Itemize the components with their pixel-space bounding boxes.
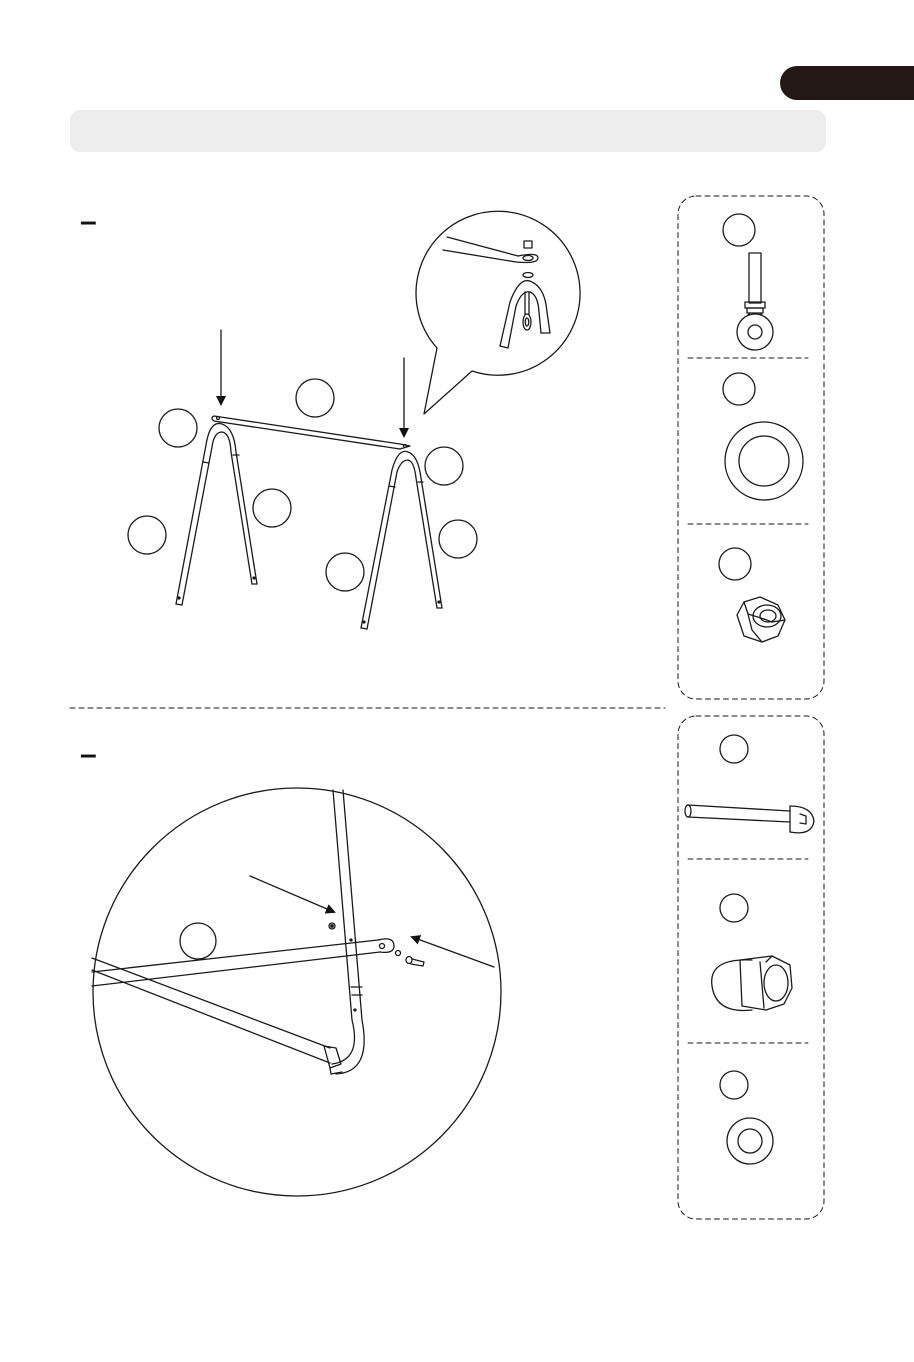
small-washer-icon (727, 1118, 773, 1164)
hardware-panel-2 (678, 716, 824, 1219)
part-callout (296, 379, 334, 417)
lock-nut-icon (737, 597, 785, 642)
top-crossbar (212, 416, 410, 449)
cap-nut-icon (712, 956, 792, 1011)
left-a-frame (176, 423, 257, 605)
step-2-marker: – (80, 738, 97, 771)
detail-zoom-bubble (416, 211, 580, 414)
part-callout (720, 735, 748, 763)
step-1-illustration (128, 211, 580, 629)
part-callout (439, 520, 477, 558)
part-callout (425, 447, 463, 485)
part-callout (720, 1071, 748, 1099)
part-callout (253, 489, 291, 527)
eye-bolt-icon (737, 253, 773, 350)
step-1-marker: – (80, 205, 97, 238)
flat-washer-icon (725, 422, 803, 500)
round-head-bolt-icon (685, 805, 814, 833)
part-callout (326, 553, 364, 591)
part-callout (719, 548, 751, 580)
part-callout (720, 894, 748, 922)
part-callout (128, 516, 166, 554)
hardware-panel-1 (678, 196, 824, 699)
detail-zoom-circle (93, 788, 501, 1196)
arrow-to-nut (250, 876, 334, 912)
part-callout (723, 373, 755, 405)
part-callout (159, 409, 197, 447)
part-callout (723, 214, 755, 246)
part-callout (180, 923, 216, 959)
step-2-illustration (92, 788, 501, 1196)
